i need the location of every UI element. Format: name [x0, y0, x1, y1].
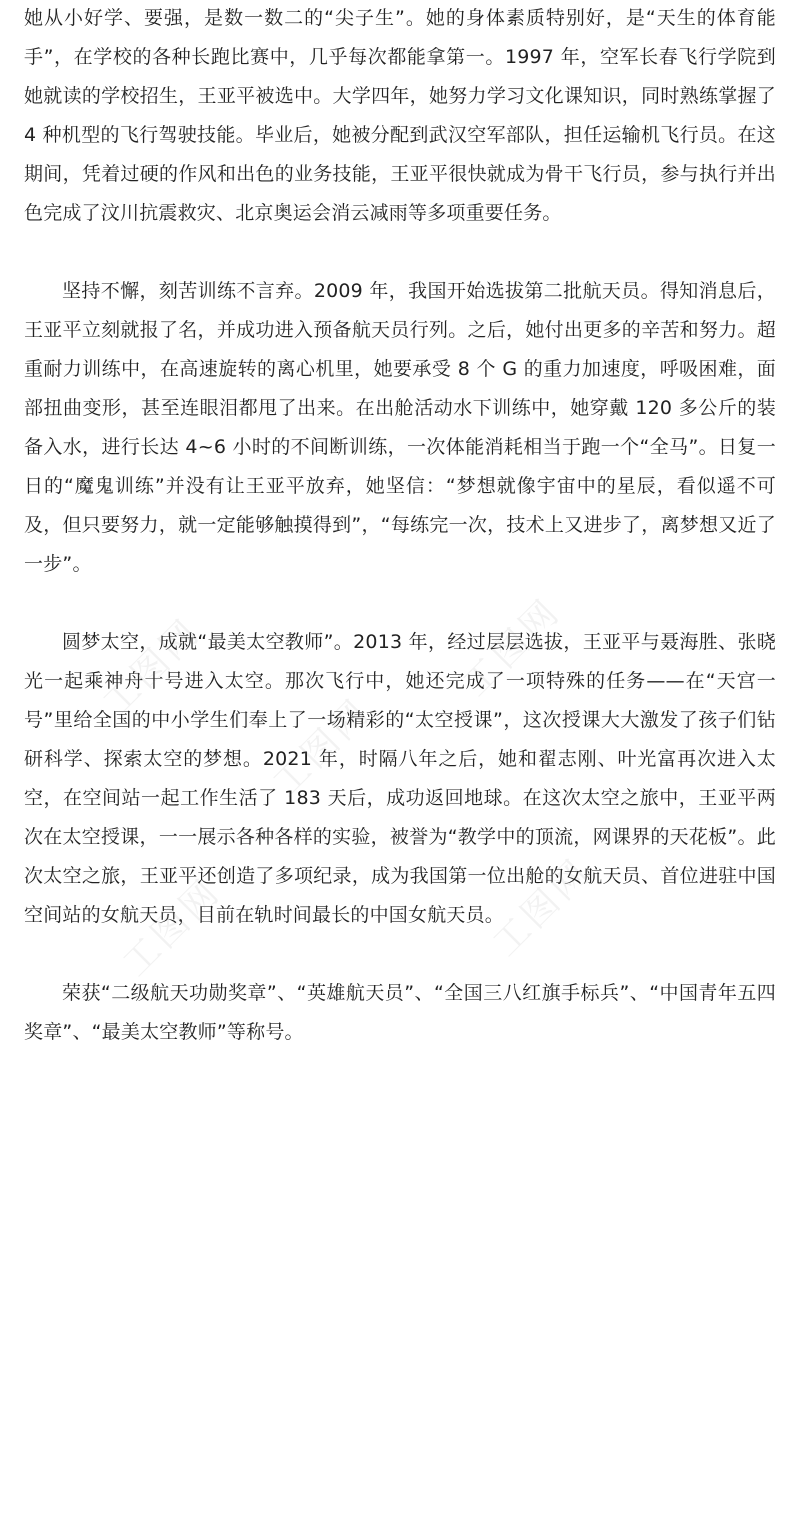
paragraph-1: 她从小好学、要强，是数一数二的“尖子生”。她的身体素质特别好，是“天生的体育能手”，在学校的各种长跑比赛中，几乎每次都能拿第一。1997 年，空军长春飞行学院到她就读的学校招生，王亚平被选中。大学四年，她努力学习文化课知识，同时熟练掌握了 4 种机型的飞行驾驶技能。毕业后，她被分配到武汉空军部队，担任运输机飞行员。在这期间，凭着过硬的作风和出色的业务技能，王亚平很快就成为骨干飞行员，参与执行并出色完成了汶川抗震救灾、北京奥运会消云减雨等多项重要任务。: [24, 7, 776, 224]
watermark: 工图网: [485, 850, 600, 965]
paragraph-gap: [24, 935, 776, 974]
paragraph-2: 坚持不懈，刻苦训练不言弃。2009 年，我国开始选拔第二批航天员。得知消息后，王亚平立刻就报了名，并成功进入预备航天员行列。之后，她付出更多的辛苦和努力。超重耐力训练中，在高速旋转的离心机里，她要承受 8 个 G 的重力加速度，呼吸困难，面部扭曲变形，甚至连眼泪都甩了出来。在出舱活动水下训练中，她穿戴 120 多公斤的装备入水，进行长达 4~6 小时的不间断训练，一次体能消耗相当于跑一个“全马”。日复一日的“魔鬼训练”并没有让王亚平放弃，她坚信：“梦想就像宇宙中的星辰，看似遥不可及，但只要努力，就一定能够触摸得到”，“每练完一次，技术上又进步了，离梦想又近了一步”。: [24, 280, 776, 575]
watermark: 工图网: [115, 870, 230, 985]
paragraph-3: 圆梦太空，成就“最美太空教师”。2013 年，经过层层选拔，王亚平与聂海胜、张晓光一起乘神舟十号进入太空。那次飞行中，她还完成了一项特殊的任务——在“天宫一号”里给全国的中小学生们奉上了一场精彩的“太空授课”，这次授课大大激发了孩子们钻研科学、探索太空的梦想。2021 年，时隔八年之后，她和翟志刚、叶光富再次进入太空，在空间站一起工作生活了 183 天后，成功返回地球。在这次太空之旅中，王亚平两次在太空授课，一一展示各种各样的实验，被誉为“教学中的顶流，网课界的天花板”。此次太空之旅，王亚平还创造了多项纪录，成为我国第一位出舱的女航天员、首位进驻中国空间站的女航天员，目前在轨时间最长的中国女航天员。: [24, 631, 776, 926]
paragraph-gap: [24, 233, 776, 272]
watermark: 工图网: [265, 690, 380, 805]
paragraph-4: 荣获“二级航天功勋奖章”、“英雄航天员”、“全国三八红旗手标兵”、“中国青年五四奖章”、“最美太空教师”等称号。: [24, 982, 776, 1043]
paragraph-gap: [24, 584, 776, 623]
watermark: 工图网: [95, 610, 210, 725]
watermark: 工图网: [455, 590, 570, 705]
